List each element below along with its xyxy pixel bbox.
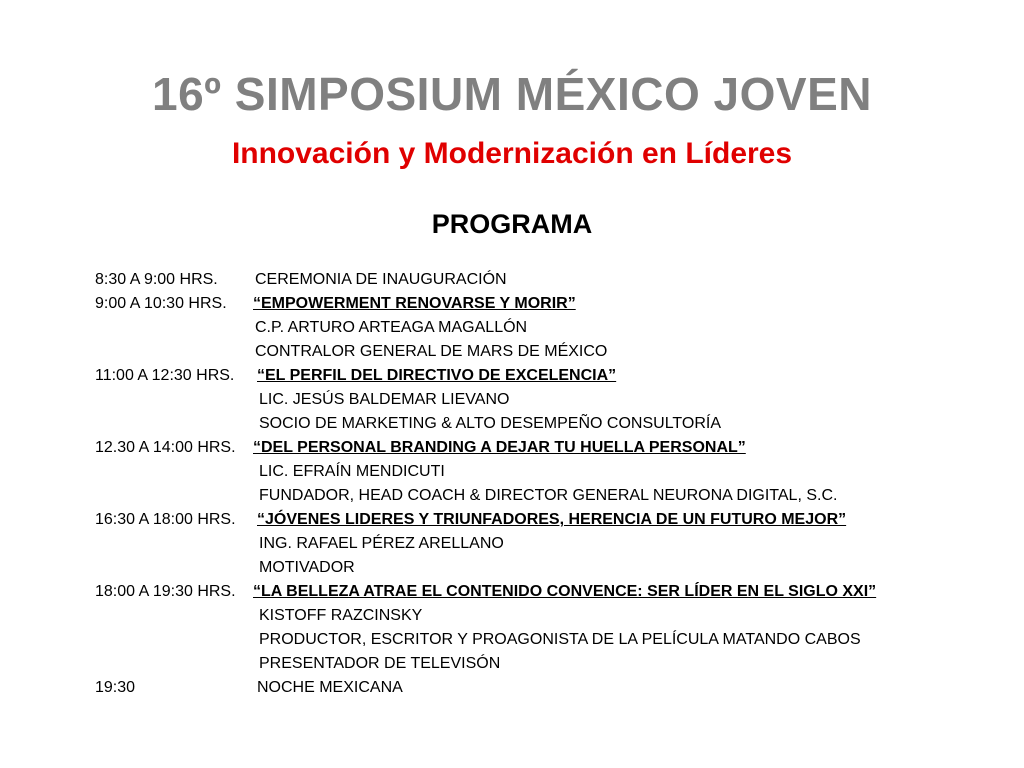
schedule-entry: NOCHE MEXICANA: [257, 679, 403, 696]
schedule-row: [95, 388, 1005, 412]
schedule-row: [95, 652, 1005, 676]
schedule-row: [95, 460, 1005, 484]
schedule-row: [95, 580, 1005, 604]
page-subtitle: Innovación y Modernización en Líderes: [231, 137, 793, 170]
speaker-name: LIC. EFRAÍN MENDICUTI: [259, 463, 445, 480]
page-title: 16º SIMPOSIUM MÉXICO JOVEN: [152, 68, 872, 120]
schedule-row: [95, 676, 1005, 700]
schedule-row: [95, 508, 1005, 532]
speaker-name: KISTOFF RAZCINSKY: [259, 607, 423, 624]
schedule-time: 18:00 A 19:30 HRS.: [95, 583, 236, 600]
schedule-row: [95, 628, 1005, 652]
schedule-time: 19:30: [95, 679, 136, 696]
schedule-list: [95, 268, 1005, 700]
speaker-name: ING. RAFAEL PÉREZ ARELLANO: [259, 535, 504, 552]
speaker-name: LIC. JESÚS BALDEMAR LIEVANO: [259, 391, 510, 408]
schedule-row: [95, 556, 1005, 580]
schedule-row: [95, 364, 1005, 388]
speaker-role: FUNDADOR, HEAD COACH & DIRECTOR GENERAL NEURONA DIGITAL, S.C.: [259, 487, 838, 504]
speaker-name: C.P. ARTURO ARTEAGA MAGALLÓN: [255, 319, 528, 336]
schedule-row: [95, 292, 1005, 316]
talk-title: “DEL PERSONAL BRANDING A DEJAR TU HUELLA PERSONAL”: [253, 439, 746, 456]
schedule-row: [95, 268, 1005, 292]
talk-title: “JÓVENES LIDERES Y TRIUNFADORES, HERENCIA DE UN FUTURO MEJOR”: [257, 511, 847, 528]
section-heading: PROGRAMA: [431, 209, 593, 239]
talk-title: “EMPOWERMENT RENOVARSE Y MORIR”: [253, 295, 576, 312]
schedule-row: [95, 436, 1005, 460]
schedule-row: [95, 412, 1005, 436]
schedule-row: [95, 604, 1005, 628]
speaker-role: SOCIO DE MARKETING & ALTO DESEMPEÑO CONSULTORÍA: [259, 415, 722, 432]
schedule-time: 11:00 A 12:30 HRS.: [95, 367, 235, 384]
speaker-role: PRESENTADOR DE TELEVISÓN: [259, 655, 501, 672]
speaker-role: PRODUCTOR, ESCRITOR Y PROAGONISTA DE LA PELÍCULA MATANDO CABOS: [259, 631, 861, 648]
schedule-row: [95, 484, 1005, 508]
schedule-row: [95, 340, 1005, 364]
talk-title: “EL PERFIL DEL DIRECTIVO DE EXCELENCIA”: [257, 367, 617, 384]
speaker-role: CONTRALOR GENERAL DE MARS DE MÉXICO: [255, 343, 608, 360]
schedule-entry: CEREMONIA DE INAUGURACIÓN: [255, 271, 507, 288]
schedule-row: [95, 316, 1005, 340]
talk-title: “LA BELLEZA ATRAE EL CONTENIDO CONVENCE: SER LÍDER EN EL SIGLO XXI”: [253, 583, 877, 600]
schedule-time: 9:00 A 10:30 HRS.: [95, 295, 227, 312]
schedule-row: [95, 532, 1005, 556]
schedule-time: 16:30 A 18:00 HRS.: [95, 511, 236, 528]
schedule-time: 12.30 A 14:00 HRS.: [95, 439, 236, 456]
speaker-role: MOTIVADOR: [259, 559, 355, 576]
schedule-time: 8:30 A 9:00 HRS.: [95, 271, 218, 288]
